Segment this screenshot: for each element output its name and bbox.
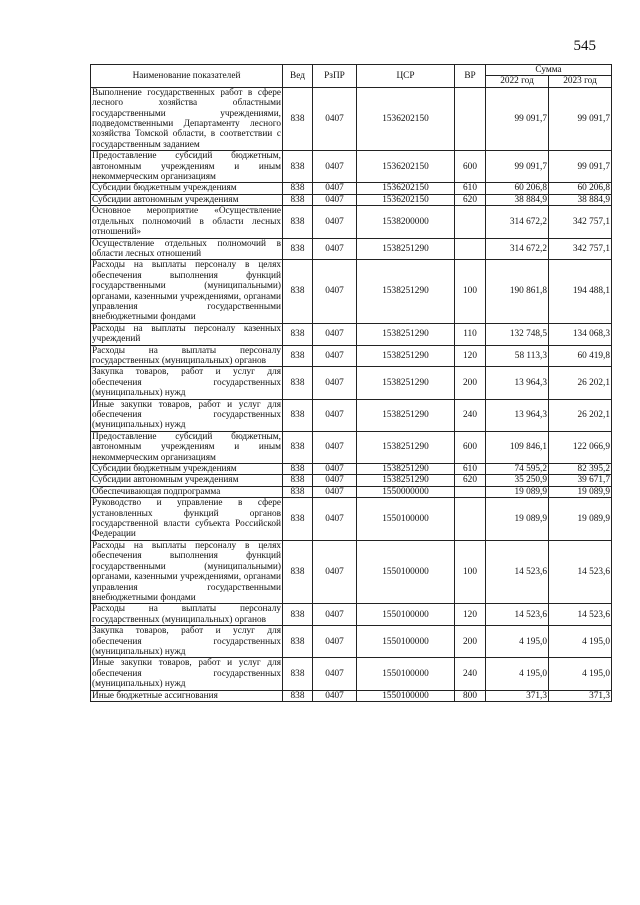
cell-y2023: 60 419,8 [549,345,612,367]
cell-y2023: 26 202,1 [549,399,612,431]
cell-y2022: 109 846,1 [486,431,549,463]
cell-ved: 838 [283,431,313,463]
cell-csr: 1550100000 [357,498,455,541]
cell-ved: 838 [283,345,313,367]
cell-y2023: 4 195,0 [549,658,612,690]
cell-vr: 800 [455,690,486,701]
cell-vr: 620 [455,475,486,486]
cell-ved: 838 [283,399,313,431]
cell-y2023: 14 523,6 [549,540,612,603]
table-row [91,626,612,658]
cell-rzpr: 0407 [313,151,357,183]
cell-csr: 1536202150 [357,151,455,183]
cell-csr: 1538251290 [357,431,455,463]
cell-vr: 620 [455,194,486,205]
cell-y2023: 82 395,2 [549,464,612,475]
table-row [91,151,612,183]
cell-y2023: 194 488,1 [549,260,612,323]
cell-vr: 120 [455,604,486,626]
table-row [91,206,612,238]
cell-y2022: 58 113,3 [486,345,549,367]
cell-ved: 838 [283,87,313,150]
cell-csr: 1538251290 [357,260,455,323]
cell-csr: 1550000000 [357,486,455,497]
cell-rzpr: 0407 [313,658,357,690]
cell-y2023: 39 671,7 [549,475,612,486]
cell-y2023: 19 089,9 [549,498,612,541]
header-name: Наименование показателей [91,65,283,88]
header-csr: ЦСР [357,65,455,88]
cell-ved: 838 [283,486,313,497]
cell-y2022: 314 672,2 [486,238,549,260]
cell-csr: 1550100000 [357,626,455,658]
cell-name: Иные закупки товаров, работ и услуг для обеспечения государственных (муниципальных) нужд [92,399,281,431]
cell-rzpr: 0407 [313,183,357,194]
cell-y2022: 13 964,3 [486,367,549,399]
cell-name: Расходы на выплаты персоналу в целях обеспечения выполнения функций государственными (муниципальными) органами, казенными учреждениями, органами управления государственными внебюджетными фондами [92,540,281,603]
cell-ved: 838 [283,260,313,323]
cell-y2022: 35 250,9 [486,475,549,486]
cell-rzpr: 0407 [313,323,357,345]
cell-vr: 120 [455,345,486,367]
cell-name: Основное мероприятие «Осуществление отдельных полномочий в области лесных отношений» [92,206,281,238]
cell-name: Расходы на выплаты персоналу государственных (муниципальных) органов [92,604,281,625]
cell-y2022: 14 523,6 [486,604,549,626]
cell-name: Руководство и управление в сфере установленных функций органов государственной власти субъекта Российской Федерации [92,498,281,540]
cell-name: Субсидии автономным учреждениям [91,194,283,205]
cell-name: Осуществление отдельных полномочий в области лесных отношений [92,238,281,259]
cell-y2022: 99 091,7 [486,151,549,183]
header-row [91,65,612,76]
cell-y2022: 19 089,9 [486,498,549,541]
cell-csr: 1538251290 [357,367,455,399]
cell-ved: 838 [283,475,313,486]
cell-vr: 610 [455,464,486,475]
cell-y2023: 371,3 [549,690,612,701]
cell-y2022: 14 523,6 [486,540,549,603]
cell-csr: 1536202150 [357,194,455,205]
cell-rzpr: 0407 [313,87,357,150]
table-row [91,238,612,260]
cell-vr: 240 [455,658,486,690]
cell-y2023: 14 523,6 [549,604,612,626]
cell-y2023: 38 884,9 [549,194,612,205]
cell-y2023: 19 089,9 [549,486,612,497]
table-row [91,690,612,701]
cell-rzpr: 0407 [313,690,357,701]
cell-y2023: 26 202,1 [549,367,612,399]
cell-rzpr: 0407 [313,194,357,205]
header-2023: 2023 год [549,76,612,87]
table-row [91,475,612,486]
cell-name: Закупка товаров, работ и услуг для обеспечения государственных (муниципальных) нужд [92,367,281,399]
cell-y2022: 19 089,9 [486,486,549,497]
cell-csr: 1538251290 [357,464,455,475]
cell-rzpr: 0407 [313,540,357,603]
cell-name: Иные закупки товаров, работ и услуг для обеспечения государственных (муниципальных) нужд [92,658,281,690]
cell-rzpr: 0407 [313,345,357,367]
cell-name: Субсидии автономным учреждениям [91,475,283,486]
header-2022: 2022 год [486,76,549,87]
cell-vr [455,206,486,238]
table-row [91,345,612,367]
cell-csr: 1538251290 [357,399,455,431]
cell-name: Расходы на выплаты персоналу казенных учреждений [92,323,281,345]
cell-ved: 838 [283,658,313,690]
header-ved: Вед [283,65,313,88]
cell-ved: 838 [283,183,313,194]
cell-name: Предоставление субсидий бюджетным, автономным учреждениям и иным некоммерческим организациям [92,151,281,183]
cell-rzpr: 0407 [313,464,357,475]
cell-name: Субсидии бюджетным учреждениям [91,464,283,475]
cell-rzpr: 0407 [313,399,357,431]
header-rzpr: РзПР [313,65,357,88]
cell-vr: 200 [455,367,486,399]
cell-csr: 1538251290 [357,345,455,367]
table-row [91,604,612,626]
cell-ved: 838 [283,626,313,658]
cell-vr [455,238,486,260]
cell-y2022: 4 195,0 [486,658,549,690]
cell-ved: 838 [283,206,313,238]
cell-y2022: 38 884,9 [486,194,549,205]
cell-name: Выполнение государственных работ в сфере лесного хозяйства областными государственными учреждениями, подведомственными Департаменту лесного хозяйства Томской области, в соответствии с государственным заданием [92,87,281,150]
cell-rzpr: 0407 [313,260,357,323]
cell-csr: 1550100000 [357,540,455,603]
cell-csr: 1538200000 [357,206,455,238]
table-row [91,367,612,399]
cell-csr: 1536202150 [357,183,455,194]
cell-ved: 838 [283,367,313,399]
cell-vr: 600 [455,431,486,463]
table-row [91,431,612,463]
cell-ved: 838 [283,690,313,701]
cell-y2022: 190 861,8 [486,260,549,323]
cell-vr: 610 [455,183,486,194]
table-row [91,183,612,194]
budget-table [90,64,612,702]
cell-vr [455,87,486,150]
cell-y2022: 60 206,8 [486,183,549,194]
header-sum: Сумма [486,65,612,76]
cell-csr: 1538251290 [357,323,455,345]
cell-csr: 1538251290 [357,475,455,486]
cell-rzpr: 0407 [313,238,357,260]
cell-vr: 200 [455,626,486,658]
cell-ved: 838 [283,194,313,205]
cell-rzpr: 0407 [313,486,357,497]
table-row [91,323,612,345]
cell-vr: 100 [455,260,486,323]
cell-ved: 838 [283,238,313,260]
cell-y2023: 122 066,9 [549,431,612,463]
table-row [91,260,612,323]
cell-ved: 838 [283,151,313,183]
cell-y2022: 99 091,7 [486,87,549,150]
cell-rzpr: 0407 [313,206,357,238]
cell-csr: 1536202150 [357,87,455,150]
cell-ved: 838 [283,540,313,603]
table-row [91,498,612,541]
cell-csr: 1550100000 [357,604,455,626]
cell-ved: 838 [283,464,313,475]
cell-y2022: 13 964,3 [486,399,549,431]
header-vr: ВР [455,65,486,88]
cell-name: Обеспечивающая подпрограмма [91,486,283,497]
cell-rzpr: 0407 [313,431,357,463]
cell-ved: 838 [283,498,313,541]
cell-name: Закупка товаров, работ и услуг для обеспечения государственных (муниципальных) нужд [92,626,281,657]
cell-y2023: 99 091,7 [549,151,612,183]
cell-vr: 600 [455,151,486,183]
cell-vr [455,486,486,497]
table-row [91,464,612,475]
table-row [91,399,612,431]
cell-y2022: 4 195,0 [486,626,549,658]
cell-csr: 1550100000 [357,658,455,690]
table-row [91,658,612,690]
table-row [91,486,612,497]
cell-rzpr: 0407 [313,475,357,486]
cell-vr: 100 [455,540,486,603]
cell-name: Субсидии бюджетным учреждениям [91,183,283,194]
cell-rzpr: 0407 [313,498,357,541]
cell-name: Иные бюджетные ассигнования [91,690,283,701]
cell-vr: 240 [455,399,486,431]
cell-name: Предоставление субсидий бюджетным, автономным учреждениям и иным некоммерческим организациям [92,431,281,463]
cell-y2022: 371,3 [486,690,549,701]
cell-y2023: 342 757,1 [549,206,612,238]
cell-y2022: 314 672,2 [486,206,549,238]
cell-ved: 838 [283,604,313,626]
table-row [91,87,612,150]
cell-rzpr: 0407 [313,626,357,658]
cell-ved: 838 [283,323,313,345]
page-number: 545 [573,38,596,54]
table-row [91,194,612,205]
cell-y2023: 342 757,1 [549,238,612,260]
cell-vr: 110 [455,323,486,345]
table-row [91,540,612,603]
cell-csr: 1538251290 [357,238,455,260]
cell-rzpr: 0407 [313,604,357,626]
cell-y2023: 99 091,7 [549,87,612,150]
cell-y2023: 4 195,0 [549,626,612,658]
cell-csr: 1550100000 [357,690,455,701]
cell-y2023: 134 068,3 [549,323,612,345]
cell-vr [455,498,486,541]
cell-y2022: 132 748,5 [486,323,549,345]
cell-name: Расходы на выплаты персоналу государственных (муниципальных) органов [92,345,281,366]
cell-y2023: 60 206,8 [549,183,612,194]
cell-rzpr: 0407 [313,367,357,399]
cell-y2022: 74 595,2 [486,464,549,475]
cell-name: Расходы на выплаты персоналу в целях обеспечения выполнения функций государственными (муниципальными) органами, казенными учреждениями, органами управления государственными внебюджетными фондами [92,260,281,323]
